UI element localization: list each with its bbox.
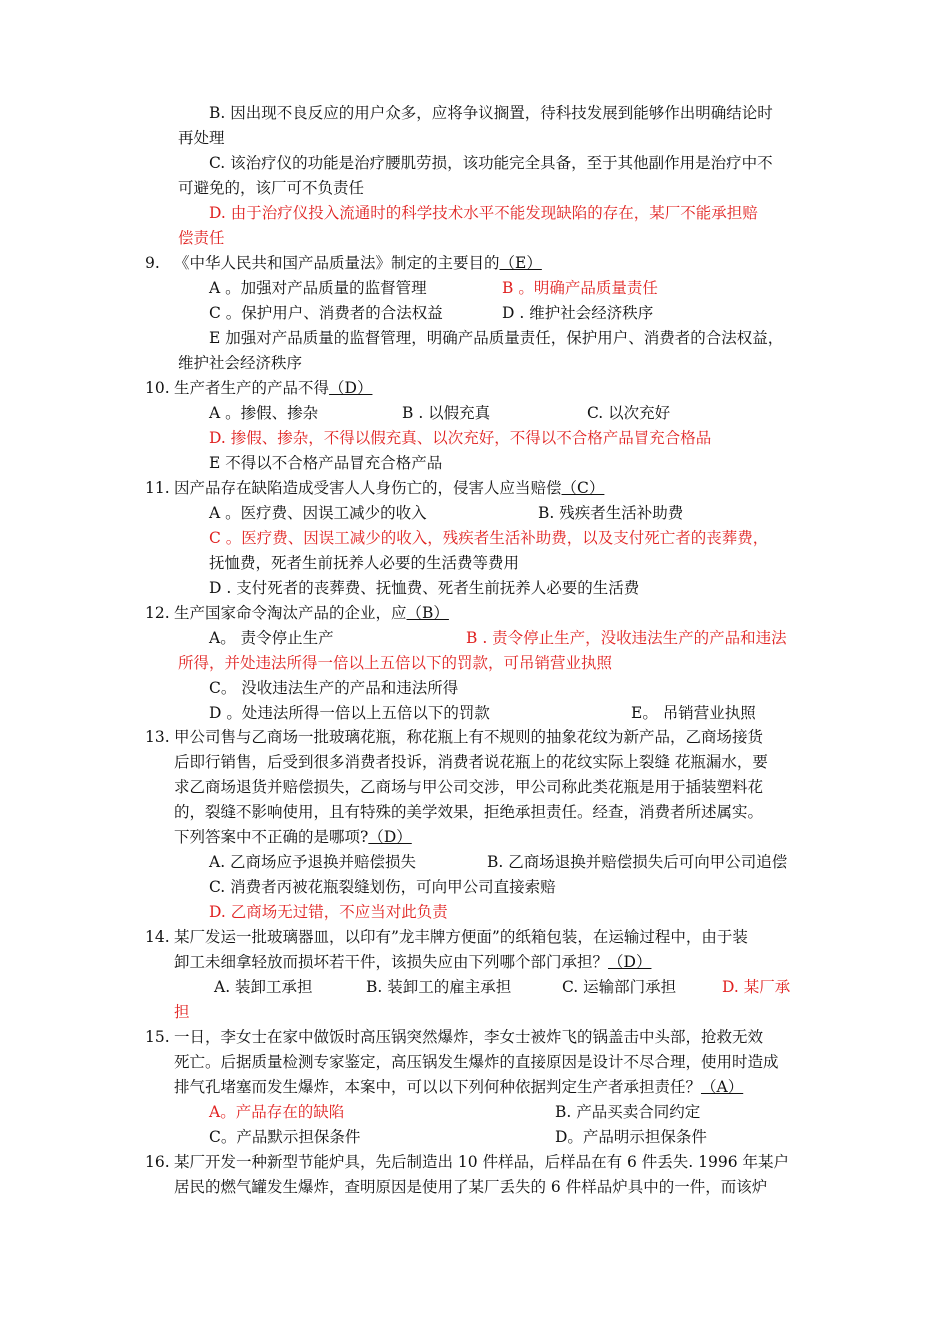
q10-option-d: D. 掺假、掺杂，不得以假充真、以次充好，不得以不合格产品冒充合格品 xyxy=(209,429,712,447)
q14-answer: （D） xyxy=(608,953,652,971)
q11-option-c-line2: 抚恤费，死者生前抚养人必要的生活费等费用 xyxy=(209,554,520,572)
q10-option-c: C. 以次充好 xyxy=(587,404,671,422)
q14-option-a: A. 装卸工承担 xyxy=(214,978,313,996)
q15-option-c: C。产品默示担保条件 xyxy=(209,1128,361,1146)
q11-answer: （C） xyxy=(561,479,605,497)
q12-option-d: D 。处违法所得一倍以上五倍以下的罚款 xyxy=(209,704,490,722)
q10-option-b: B . 以假充真 xyxy=(402,404,491,422)
q9-answer: （E） xyxy=(499,254,542,272)
q15-option-b: B. 产品买卖合同约定 xyxy=(555,1103,701,1121)
q13-stem-line2: 后即行销售，后受到很多消费者投诉，消费者说花瓶上的花纹实际上裂缝 花瓶漏水，要 xyxy=(174,753,768,771)
q9-option-e-line1: E 加强对产品质量的监督管理，明确产品质量责任，保护用户、消费者的合法权益， xyxy=(209,329,784,347)
q16-stem-line2: 居民的燃气罐发生爆炸，查明原因是使用了某厂丢失的 6 件样品炉具中的一件，而该炉 xyxy=(174,1178,768,1196)
q12-option-a: A。 责令停止生产 xyxy=(209,629,334,647)
q12-stem xyxy=(174,603,449,623)
q16-stem-line1: 某厂开发一种新型节能炉具，先后制造出 10 件样品，后样品在有 6 件丢失. 1996 年某户 xyxy=(174,1153,790,1171)
q9-option-c: C 。保护用户、消费者的合法权益 xyxy=(209,304,443,322)
q14-option-b: B. 装卸工的雇主承担 xyxy=(366,978,512,996)
q12-option-c: C。 没收违法生产的产品和违法所得 xyxy=(209,679,459,697)
q10-option-a: A 。掺假、掺杂 xyxy=(209,404,319,422)
q13-stem-line5 xyxy=(174,827,412,847)
q11-option-d: D . 支付死者的丧葬费、抚恤费、死者生前抚养人必要的生活费 xyxy=(209,579,640,597)
q15-option-a: A。产品存在的缺陷 xyxy=(209,1103,345,1121)
q10-number: 10. xyxy=(145,379,170,397)
q15-option-d: D。产品明示担保条件 xyxy=(555,1128,707,1146)
q12-answer: （B） xyxy=(406,604,449,622)
q10-answer: （D） xyxy=(329,379,373,397)
q13-stem-line4: 的，裂缝不影响使用，且有特殊的美学效果，拒绝承担责任。经查，消费者所述属实。 xyxy=(174,803,764,821)
q9-number: 9. xyxy=(145,254,160,272)
q13-option-b: B. 乙商场退换并赔偿损失后可向甲公司追偿 xyxy=(487,853,788,871)
q8-option-b-line2: 再处理 xyxy=(178,129,225,147)
q8-option-c-line2: 可避免的，该厂可不负责任 xyxy=(178,179,365,197)
q12-stem-text: 生产国家命令淘汰产品的企业，应 xyxy=(174,604,407,622)
q9-stem xyxy=(174,253,542,273)
q14-option-d-line1: D. 某厂承 xyxy=(722,978,791,996)
q9-option-a: A 。加强对产品质量的监督管理 xyxy=(209,279,427,297)
q8-option-c-line1: C. 该治疗仪的功能是治疗腰肌劳损，该功能完全具备，至于其他副作用是治疗中不 xyxy=(209,154,773,172)
q9-option-d: D . 维护社会经济秩序 xyxy=(502,304,654,322)
q15-stem-line3 xyxy=(174,1077,743,1097)
q13-option-d: D. 乙商场无过错，不应当对此负责 xyxy=(209,903,448,921)
q14-stem-text: 卸工未细拿轻放而损坏若干件，该损失应由下列哪个部门承担？ xyxy=(174,953,609,971)
q13-option-a: A. 乙商场应予退换并赔偿损失 xyxy=(209,853,417,871)
q15-number: 15. xyxy=(145,1028,170,1046)
q13-number: 13. xyxy=(145,728,170,746)
q15-stem-line1: 一日，李女士在家中做饭时高压锅突然爆炸，李女士被炸飞的锅盖击中头部，抢救无效 xyxy=(174,1028,764,1046)
q12-option-b-line1: B . 责令停止生产，没收违法生产的产品和违法 xyxy=(466,629,787,647)
q11-stem xyxy=(174,478,604,498)
q12-option-e: E。 吊销营业执照 xyxy=(631,704,756,722)
q10-option-e: E 不得以不合格产品冒充合格产品 xyxy=(209,454,443,472)
q9-stem-text: 《中华人民共和国产品质量法》制定的主要目的 xyxy=(174,254,500,272)
q13-answer: （D） xyxy=(368,828,412,846)
q10-stem xyxy=(174,378,372,398)
q13-stem-line3: 求乙商场退货并赔偿损失，乙商场与甲公司交涉，甲公司称此类花瓶是用于插装塑料花 xyxy=(174,778,764,796)
q14-stem-line1: 某厂发运一批玻璃器皿，以印有”龙丰牌方便面”的纸箱包装，在运输过程中，由于装 xyxy=(174,928,748,946)
q11-stem-text: 因产品存在缺陷造成受害人人身伤亡的，侵害人应当赔偿 xyxy=(174,479,562,497)
q13-option-c: C. 消费者丙被花瓶裂缝划伤，可向甲公司直接索赔 xyxy=(209,878,556,896)
q15-answer: （A） xyxy=(701,1078,744,1096)
q13-stem-line1: 甲公司售与乙商场一批玻璃花瓶，称花瓶上有不规则的抽象花纹为新产品，乙商场接货 xyxy=(174,728,764,746)
q11-number: 11. xyxy=(145,479,170,497)
q8-option-d-line1: D. 由于治疗仪投入流通时的科学技术水平不能发现缺陷的存在，某厂不能承担赔 xyxy=(209,204,758,222)
q16-number: 16. xyxy=(145,1153,170,1171)
q14-number: 14. xyxy=(145,928,170,946)
q11-option-c-line1: C 。医疗费、因误工减少的收入，残疾者生活补助费，以及支付死亡者的丧葬费， xyxy=(209,529,769,547)
q15-stem-line2: 死亡。后据质量检测专家鉴定，高压锅发生爆炸的直接原因是设计不尽合理，使用时造成 xyxy=(174,1053,779,1071)
q14-option-d-line2: 担 xyxy=(174,1003,190,1021)
q12-number: 12. xyxy=(145,604,170,622)
q14-option-c: C. 运输部门承担 xyxy=(562,978,677,996)
q8-option-b-line1: B. 因出现不良反应的用户众多，应将争议搁置，待科技发展到能够作出明确结论时 xyxy=(209,104,773,122)
q14-stem-line2 xyxy=(174,952,651,972)
q8-option-d-line2: 偿责任 xyxy=(178,229,225,247)
q13-stem-text: 下列答案中不正确的是哪项? xyxy=(174,828,369,846)
q9-option-e-line2: 维护社会经济秩序 xyxy=(178,354,303,372)
q12-option-b-line2: 所得，并处违法所得一倍以上五倍以下的罚款，可吊销营业执照 xyxy=(178,654,613,672)
q10-stem-text: 生产者生产的产品不得 xyxy=(174,379,330,397)
q11-option-b: B. 残疾者生活补助费 xyxy=(538,504,684,522)
q9-option-b: B 。明确产品质量责任 xyxy=(502,279,658,297)
q15-stem-text: 排气孔堵塞而发生爆炸，本案中，可以以下列何种依据判定生产者承担责任？ xyxy=(174,1078,702,1096)
q11-option-a: A 。医疗费、因误工减少的收入 xyxy=(209,504,427,522)
